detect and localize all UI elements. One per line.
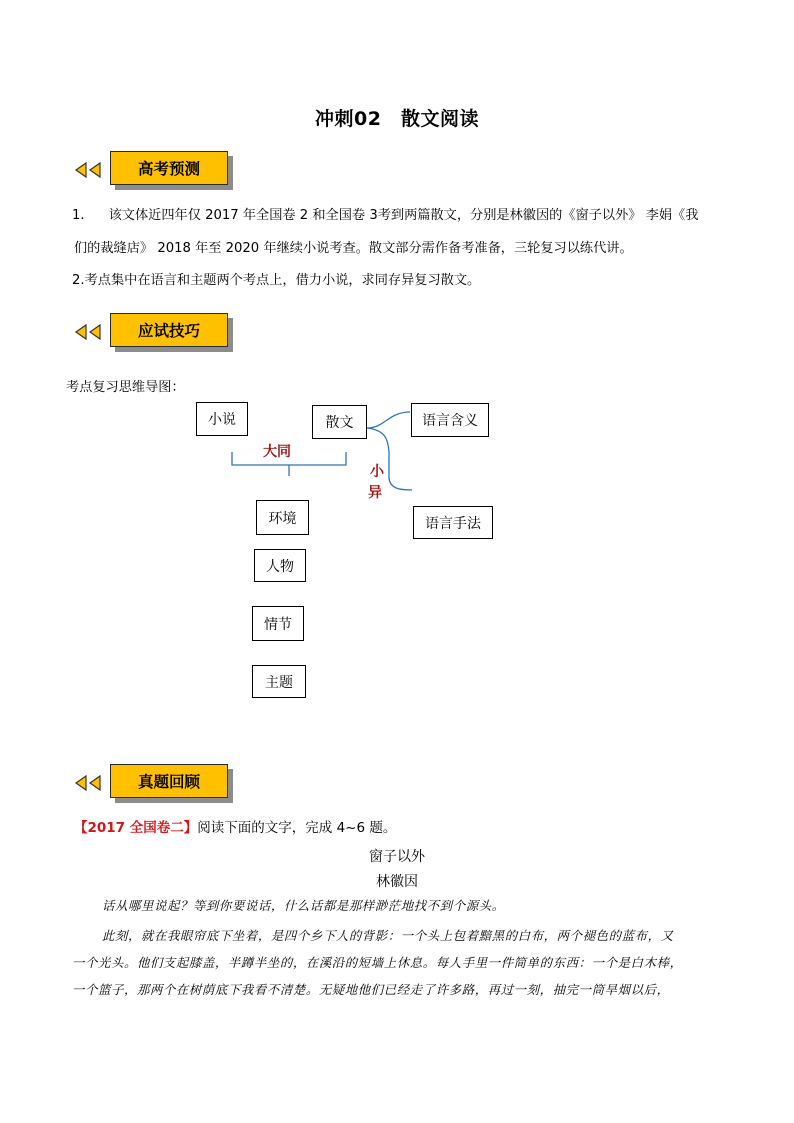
- question-source-line: [74, 816, 396, 836]
- instruction-text: 阅读下面的文字，完成 4~6 题。: [197, 820, 397, 836]
- essay-line-2: 此刻，就在我眼帘底下坐着，是四个乡下人的背影：一个头上包着黯黑的白布，两个褪色的蓝布，又: [102, 928, 674, 943]
- source-tag: 【2017 全国卷二】: [74, 820, 198, 836]
- section-title-review: 真题回顾: [110, 764, 228, 798]
- label-diff-2: 异: [368, 485, 382, 501]
- node-language-meaning: 语言含义: [411, 403, 489, 437]
- node-plot: 情节: [252, 606, 304, 641]
- essay-author: 林徽因: [376, 874, 418, 890]
- node-language-technique: 语言手法: [413, 506, 493, 539]
- forecast-p1-line1: 该文体近四年仅 2017 年全国卷 2 和全国卷 3考到两篇散文，分别是林徽因的《窗子以外》 李娟《我: [108, 208, 699, 223]
- essay-line-3: 一个光头。他们支起膝盖，半蹲半坐的，在溪沿的短墙上休息。每人手里一件简单的东西：一个是白木棒，: [72, 955, 683, 970]
- section-title-forecast: 高考预测: [110, 151, 228, 185]
- forecast-paragraph-2: 2.考点集中在语言和主题两个考点上，借力小说，求同存异复习散文。: [72, 273, 481, 288]
- label-diff-1: 小: [370, 464, 384, 480]
- double-left-arrow-icon: [72, 775, 104, 791]
- page-title: 冲刺02 散文阅读: [315, 108, 479, 130]
- essay-line-4: 一个篮子，那两个在树荫底下我看不清楚。无疑地他们已经走了许多路，再过一刻，抽完一筒旱烟以后，: [72, 982, 670, 997]
- essay-title: 窗子以外: [369, 849, 425, 865]
- mindmap-label: 考点复习思维导图：: [66, 380, 185, 395]
- label-same: 大同: [263, 444, 291, 460]
- node-environment: 环境: [256, 500, 309, 535]
- essay-line-1: 话从哪里说起？等到你要说话，什么话都是那样渺茫地找不到个源头。: [102, 898, 505, 913]
- section-title-skills: 应试技巧: [110, 313, 228, 347]
- forecast-p1-line2: 们的裁缝店》 2018 年至 2020 年继续小说考查。散文部分需作备考准备，三轮复习以练代讲。: [74, 241, 633, 256]
- forecast-p1-number: 1.: [72, 208, 85, 223]
- node-novel: 小说: [196, 402, 248, 436]
- node-theme: 主题: [252, 665, 306, 698]
- node-prose: 散文: [312, 405, 367, 439]
- node-character: 人物: [254, 549, 306, 582]
